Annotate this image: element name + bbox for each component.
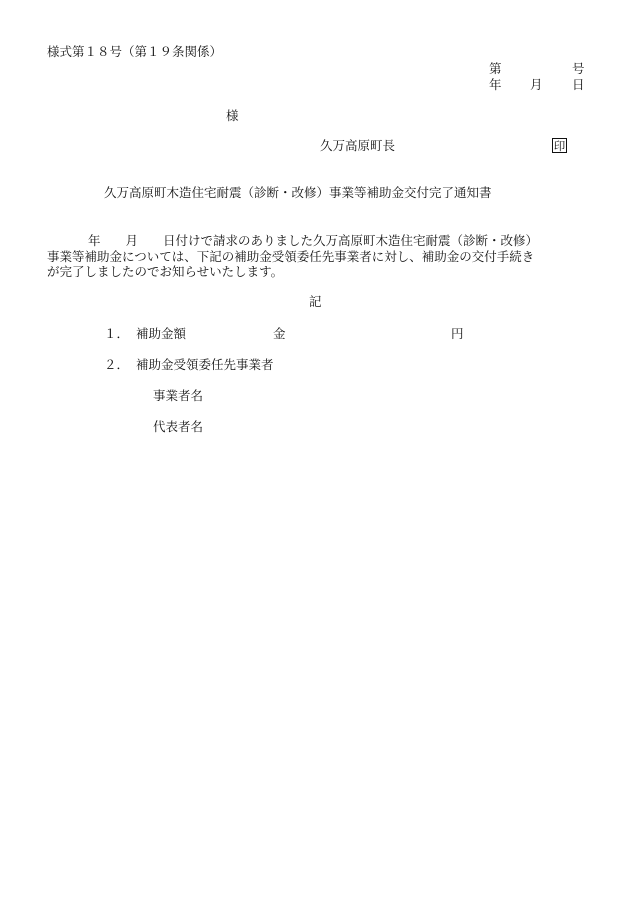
date-year: 年 <box>489 77 502 92</box>
body-line-3: が完了しましたのでお知らせいたします。 <box>47 264 284 279</box>
seal-mark: 印 <box>553 139 566 153</box>
doc-number-prefix: 第 <box>489 61 502 76</box>
doc-number-suffix: 号 <box>572 61 585 76</box>
date-day: 日 <box>572 77 585 92</box>
document-title: 久万高原町木造住宅耐震（診断・改修）事業等補助金交付完了通知書 <box>104 185 492 200</box>
item2-label: 補助金受領委任先事業者 <box>136 357 274 372</box>
business-name-label: 事業者名 <box>153 388 204 403</box>
addressee-honorific: 様 <box>226 108 239 123</box>
ki-heading: 記 <box>309 294 322 309</box>
item1-number: １． <box>104 326 130 341</box>
item2-number: ２． <box>104 357 130 372</box>
item1-label: 補助金額 <box>136 326 187 341</box>
sender-title: 久万高原町長 <box>320 138 396 153</box>
representative-label: 代表者名 <box>153 419 204 434</box>
item1-yen: 円 <box>451 326 464 341</box>
body-line-1: 年 月 日付けで請求のありました久万高原町木造住宅耐震（診断・改修） <box>88 233 539 248</box>
form-number: 様式第１８号（第１９条関係） <box>47 44 223 59</box>
item1-kin: 金 <box>273 326 286 341</box>
date-month: 月 <box>530 77 543 92</box>
body-line-2: 事業等補助金については、下記の補助金受領委任先事業者に対し、補助金の交付手続き <box>47 249 535 264</box>
